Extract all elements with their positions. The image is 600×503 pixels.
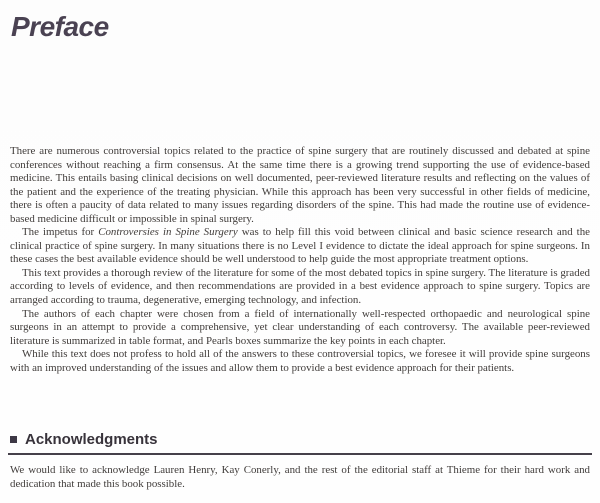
acknowledgments-heading-row bbox=[8, 431, 592, 455]
paragraph-text: was to help fill this void between clinical and basic science research and the clinical practice of spine surgery. In many situations there is no Level I evidence to dictate the ideal approach for spine surgeons. In these cases the best available evidence should be well understood to help guide the most appropriate treatment options. bbox=[10, 226, 590, 266]
preface-paragraph-4: The authors of each chapter were chosen from a field of internationally well-respected orthopaedic and neurological spine surgeons in an attempt to provide a comprehensive, yet clear understanding of each controversy. The available peer-reviewed literature is summarized in table format, and Pearls boxes summarize the key points in each chapter. bbox=[10, 307, 590, 347]
preface-paragraph-3: This text provides a thorough review of the literature for some of the most debated topics in spine surgery. The literature is graded according to levels of evidence, and then recommendations are provided in a best evidence approach to spine surgery. Topics are arranged according to trauma, degenerative, emerging technology, and infection. bbox=[10, 266, 590, 307]
acknowledgments-heading: Acknowledgments bbox=[25, 431, 158, 448]
acknowledgments-paragraph: We would like to acknowledge Lauren Henry, Kay Conerly, and the rest of the editorial staff at Thieme for their hard work and dedication that made this book possible. bbox=[10, 464, 590, 490]
preface-paragraph-1: There are numerous controversial topics related to the practice of spine surgery that are routinely discussed and debated at spine conferences without reaching a firm consensus. At the same time there is a growing trend supporting the use of evidence-based medicine. This entails basing clinical decisions on well documented, peer-reviewed literature results and reflecting on the values of the patient and the experience of the treating physician. While this approach has been very successful in other fields of medicine, there is often a paucity of data related to many issues regarding disorders of the spine. This had made the routine use of evidence-based medicine difficult or impossible in spinal surgery. bbox=[10, 145, 590, 225]
acknowledgments-section bbox=[8, 431, 592, 491]
paragraph-text: The impetus for bbox=[22, 226, 99, 239]
preface-paragraph-5: While this text does not profess to hold all of the answers to these controversial topics, we foresee it will provide spine surgeons with an improved understanding of the issues and allow them to provide a best evidence approach for their patients. bbox=[10, 348, 590, 374]
preface-body bbox=[10, 145, 590, 375]
square-bullet-icon bbox=[10, 436, 17, 443]
book-title-italic: Controversies in Spine Surgery bbox=[98, 226, 238, 239]
page-title: Preface bbox=[11, 11, 109, 42]
preface-paragraph-2 bbox=[10, 226, 590, 267]
